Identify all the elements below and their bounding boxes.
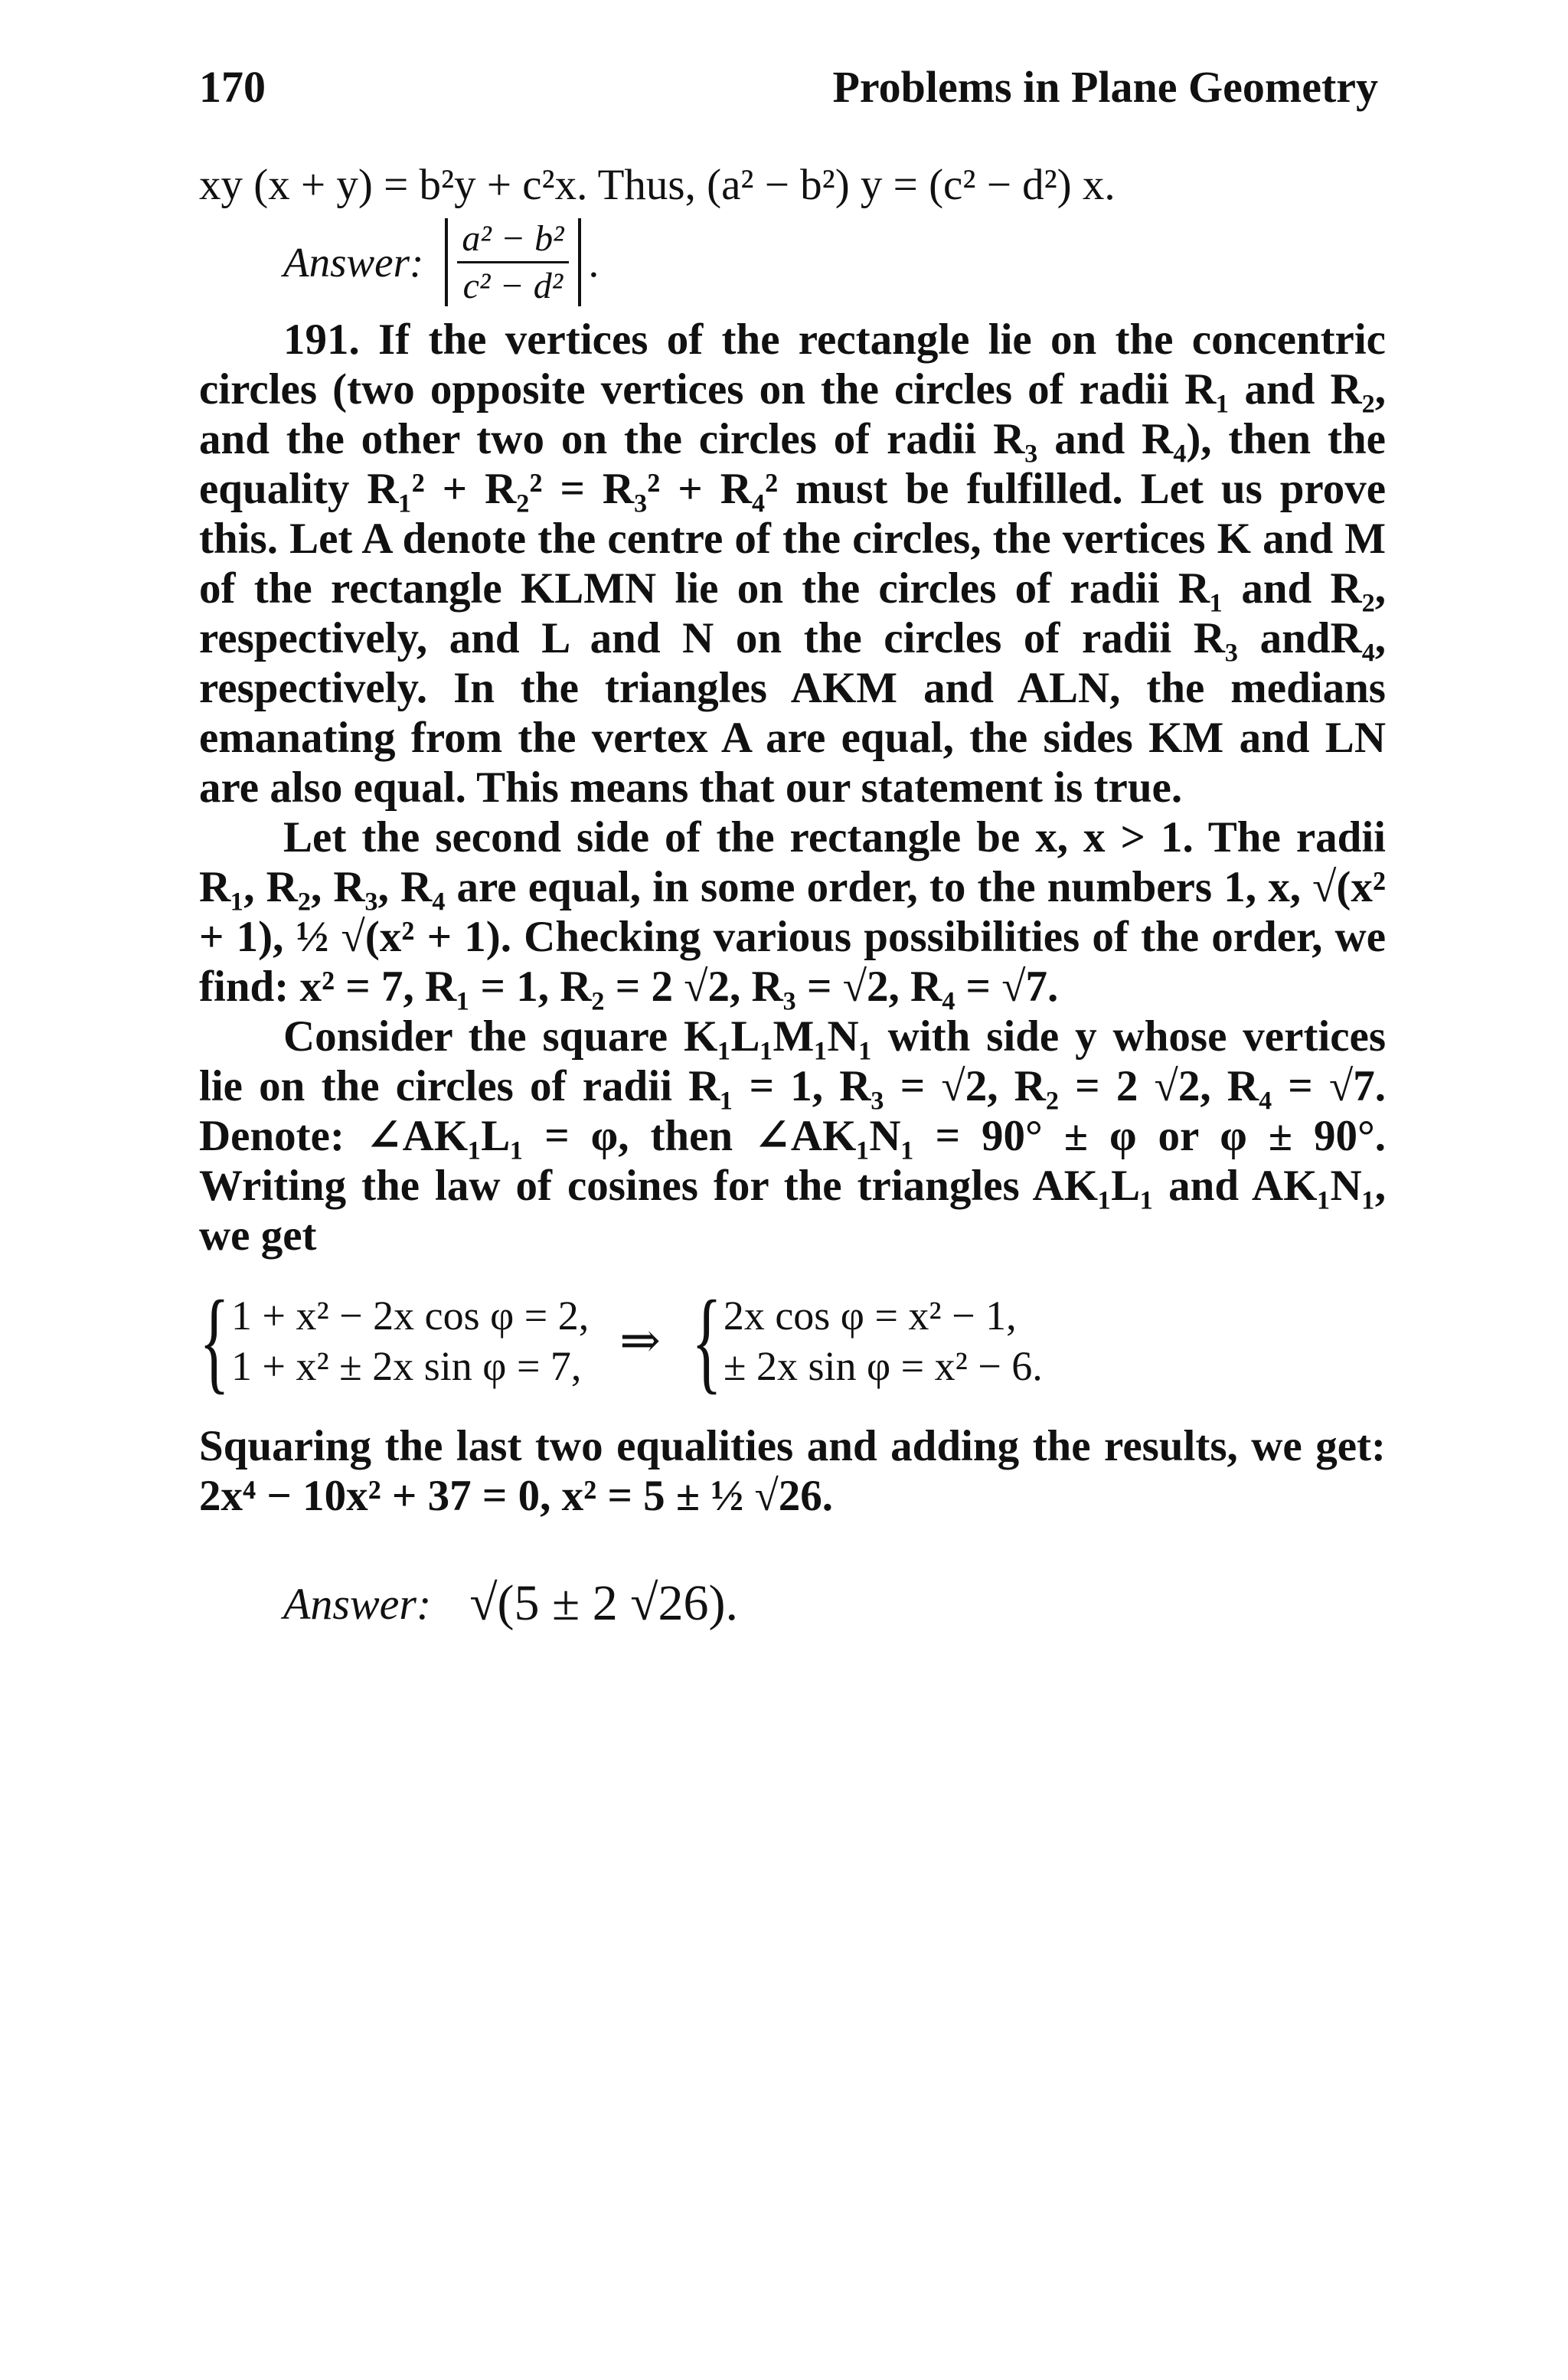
final-answer-label: Answer: [283,1578,432,1629]
fraction-denominator: c² − d² [462,266,564,306]
page-header [199,61,1386,113]
final-answer-expression: √(5 ± 2 √26). [469,1575,738,1631]
system-left [231,1290,589,1391]
abs-bar-left [445,218,448,306]
system-left-line-2: 1 + x² ± 2x sin φ = 7, [231,1343,582,1389]
problem-191-paragraph-2: Let the second side of the rectangle be x, x > 1. The radii R₁, R₂, R₃, R₄ are equal, in some order, to the numbers 1, x, √(x² + 1), ½ √(x² + 1). Checking various possibilities of the order, we find: x² = 7, R₁ = 1, R₂ = 2 √2, R₃ = √2, R₄ = √7. [199,813,1386,1011]
equation-system [199,1277,1386,1404]
page [199,61,1386,1633]
fraction [457,217,568,307]
intro-equation: xy (x + y) = b²y + c²x. Thus, (a² − b²) y = (c² − d²) x. [199,161,1116,209]
intro-answer [283,217,1386,307]
system-right [724,1290,1043,1391]
problem-191-paragraph-3: Consider the square K₁L₁M₁N₁ with side y whose vertices lie on the circles of radii R₁ = 1, R₃ = √2, R₂ = 2 √2, R₄ = √7. Denote: ∠AK₁L₁ = φ, then ∠AK₁N₁ = 90° ± φ or φ ± 90°. Writing the law of cosines for the triangles AK₁L₁ and AK₁N₁, we get [199,1012,1386,1260]
answer-tail: . [588,239,599,286]
system-left-line-1: 1 + x² − 2x cos φ = 2, [231,1293,590,1339]
problem-191-paragraph-4: Squaring the last two equalities and adding the results, we get: 2x⁴ − 10x² + 37 = 0, x² = 5 ± ½ √26. [199,1422,1386,1520]
page-number: 170 [199,62,266,112]
problem-191-paragraph-1: 191. If the vertices of the rectangle lie on the concentric circles (two opposite vertices on the circles of radii R₁ and R₂, and the other two on the circles of radii R₃ and R₄), then the equality R₁² + R₂² = R₃² + R₄² must be fulfilled. Let us prove this. Let A denote the centre of the circles, the vertices K and M of the rectangle KLMN lie on the circles of radii R₁ and R₂, respectively, and L and N on the circles of radii R₃ andR₄, respectively. In the triangles AKM and ALN, the medians emanating from the vertex A are equal, the sides KM and LN are also equal. This means that our statement is true. [199,315,1386,812]
answer-label: Answer: [283,239,424,286]
system-right-line-2: ± 2x sin φ = x² − 6. [723,1343,1043,1389]
final-answer [283,1574,1386,1633]
implies-arrow: ⇒ [619,1313,661,1368]
answer-abs-fraction [445,217,580,307]
system-right-line-1: 2x cos φ = x² − 1, [723,1293,1017,1339]
fraction-numerator: a² − b² [457,217,568,263]
left-brace: { [199,1277,230,1404]
running-title: Problems in Plane Geometry [832,62,1378,112]
abs-bar-right [578,218,581,306]
right-brace: { [691,1277,722,1404]
